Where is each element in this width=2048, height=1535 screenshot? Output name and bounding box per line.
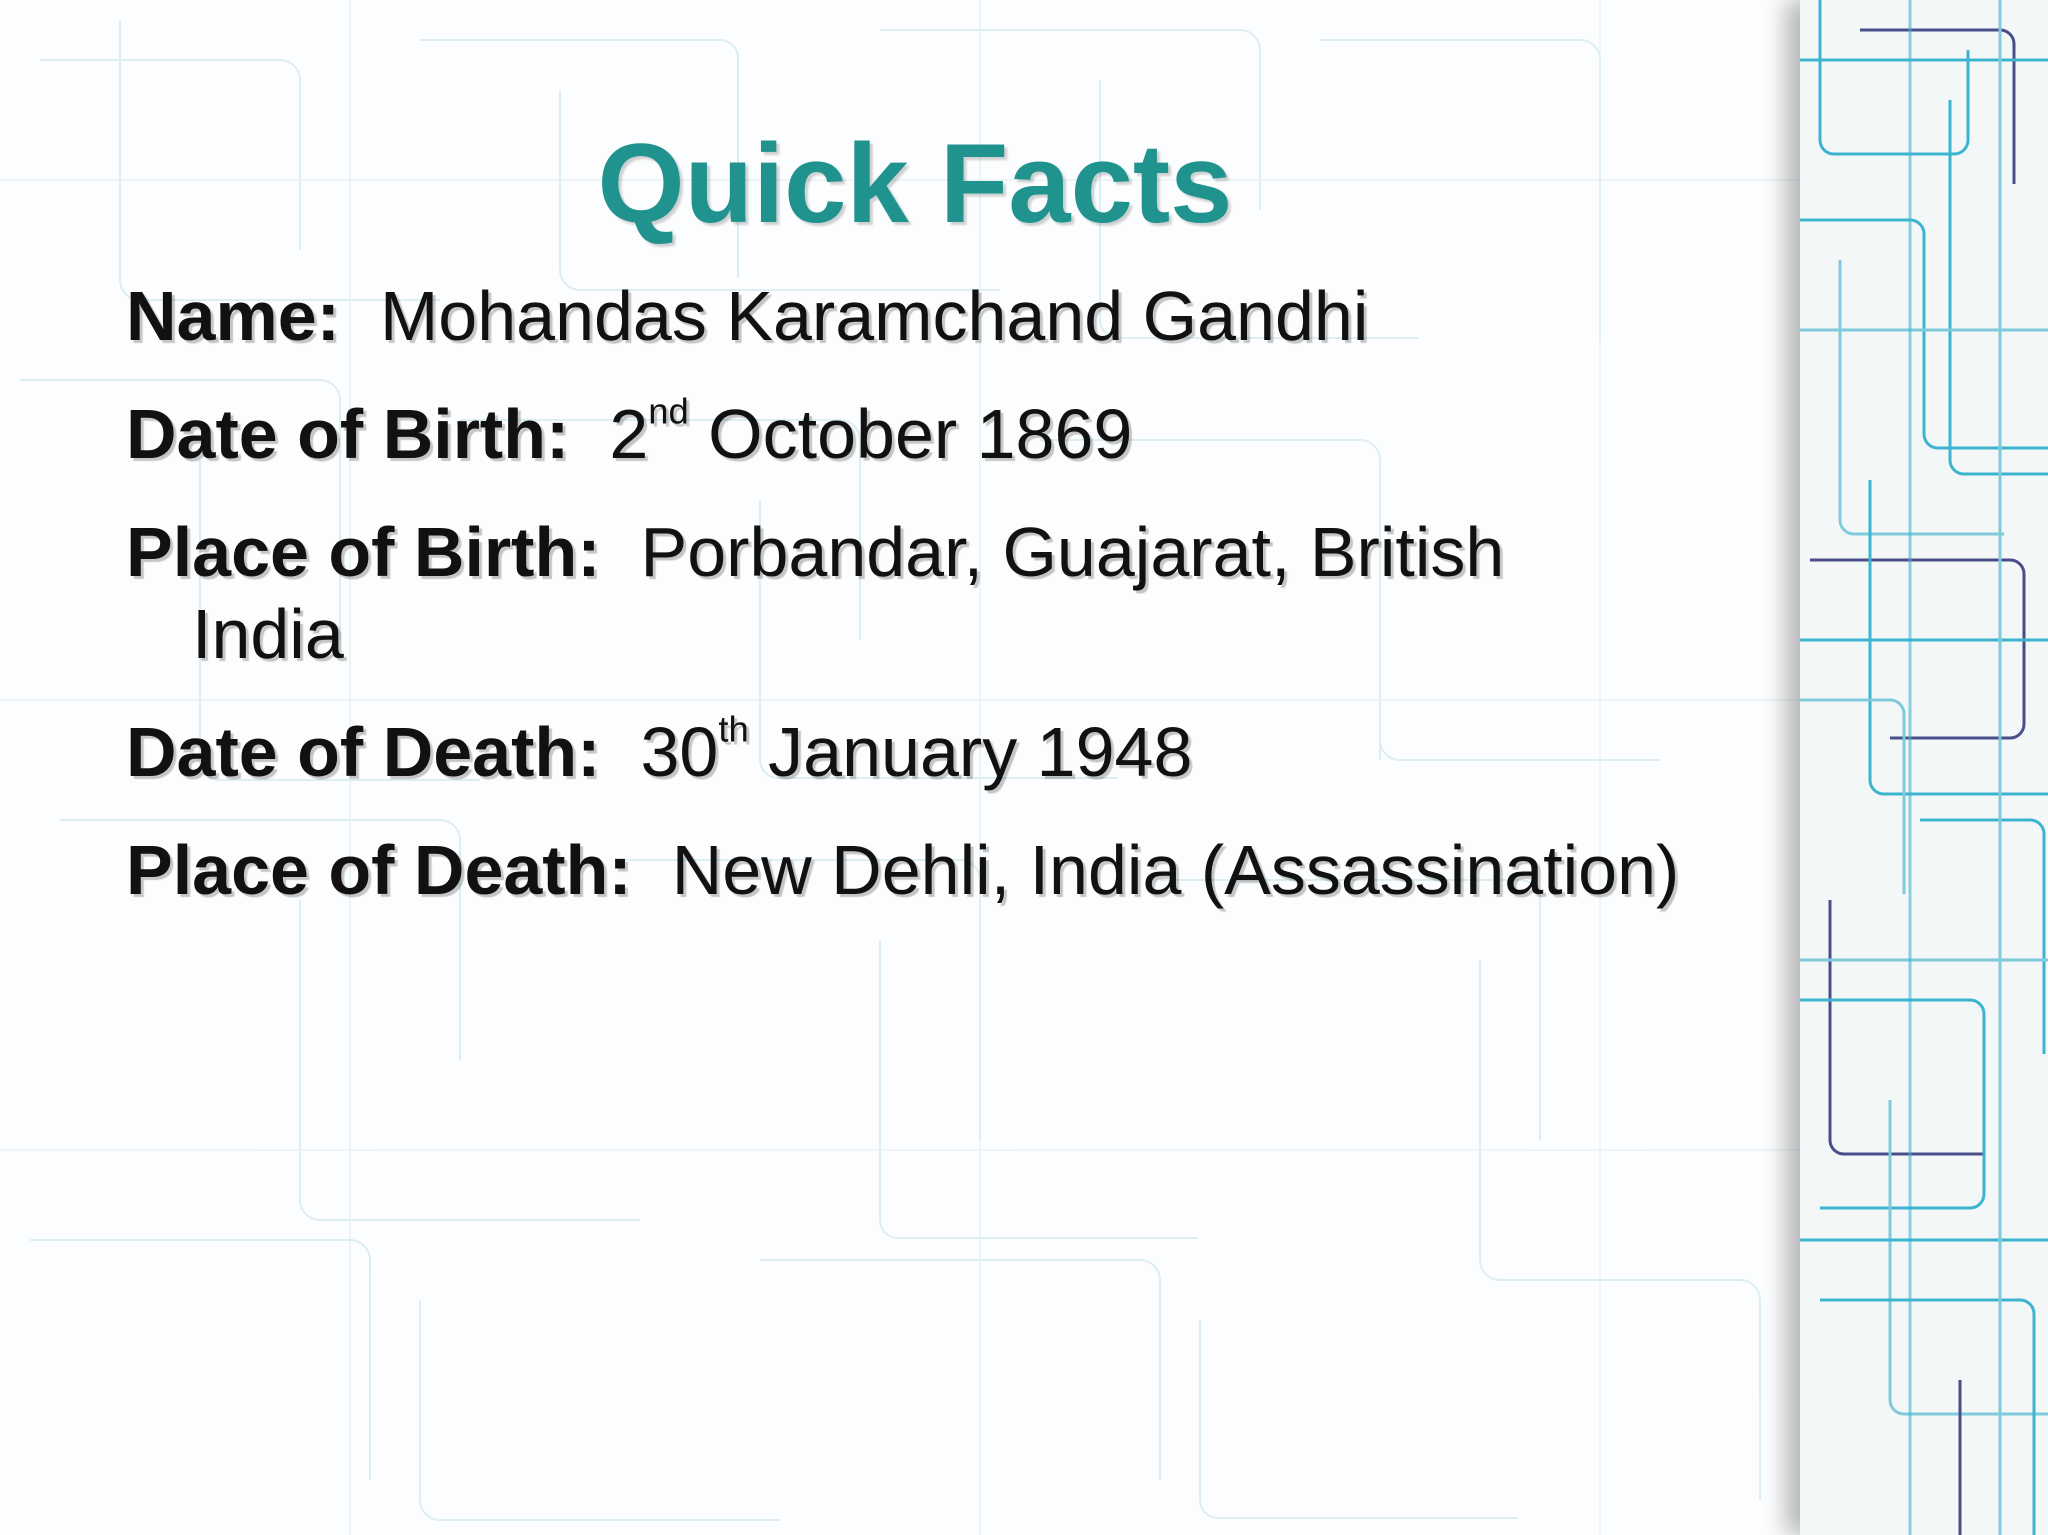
ordinal-suffix: nd — [648, 390, 689, 432]
fact-label: Place of Death: — [126, 831, 632, 909]
fact-value: Porbandar, Guajarat, British India — [192, 513, 1505, 673]
fact-date-of-death — [126, 708, 1766, 793]
fact-value: January 1948 — [748, 713, 1193, 791]
circuit-pattern-graphic — [1800, 0, 2048, 1535]
decorative-side-panel — [1800, 0, 2048, 1535]
fact-value: October 1869 — [688, 395, 1133, 473]
fact-label: Name: — [126, 277, 340, 355]
fact-name — [126, 275, 1766, 357]
fact-label: Date of Birth: — [126, 395, 570, 473]
fact-place-of-death — [126, 829, 1766, 911]
slide-title: Quick Facts — [597, 121, 1233, 246]
fact-label: Place of Birth: — [126, 513, 601, 591]
fact-value-number: 2 — [609, 395, 649, 473]
fact-value-number: 30 — [640, 713, 719, 791]
fact-value: New Dehli, India (Assassination) — [671, 831, 1680, 909]
fact-place-of-birth — [126, 511, 1672, 675]
fact-value: Mohandas Karamchand Gandhi — [379, 277, 1369, 355]
facts-list — [126, 275, 1766, 947]
ordinal-suffix: th — [718, 708, 749, 750]
fact-date-of-birth — [126, 390, 1766, 475]
fact-label: Date of Death: — [126, 713, 601, 791]
